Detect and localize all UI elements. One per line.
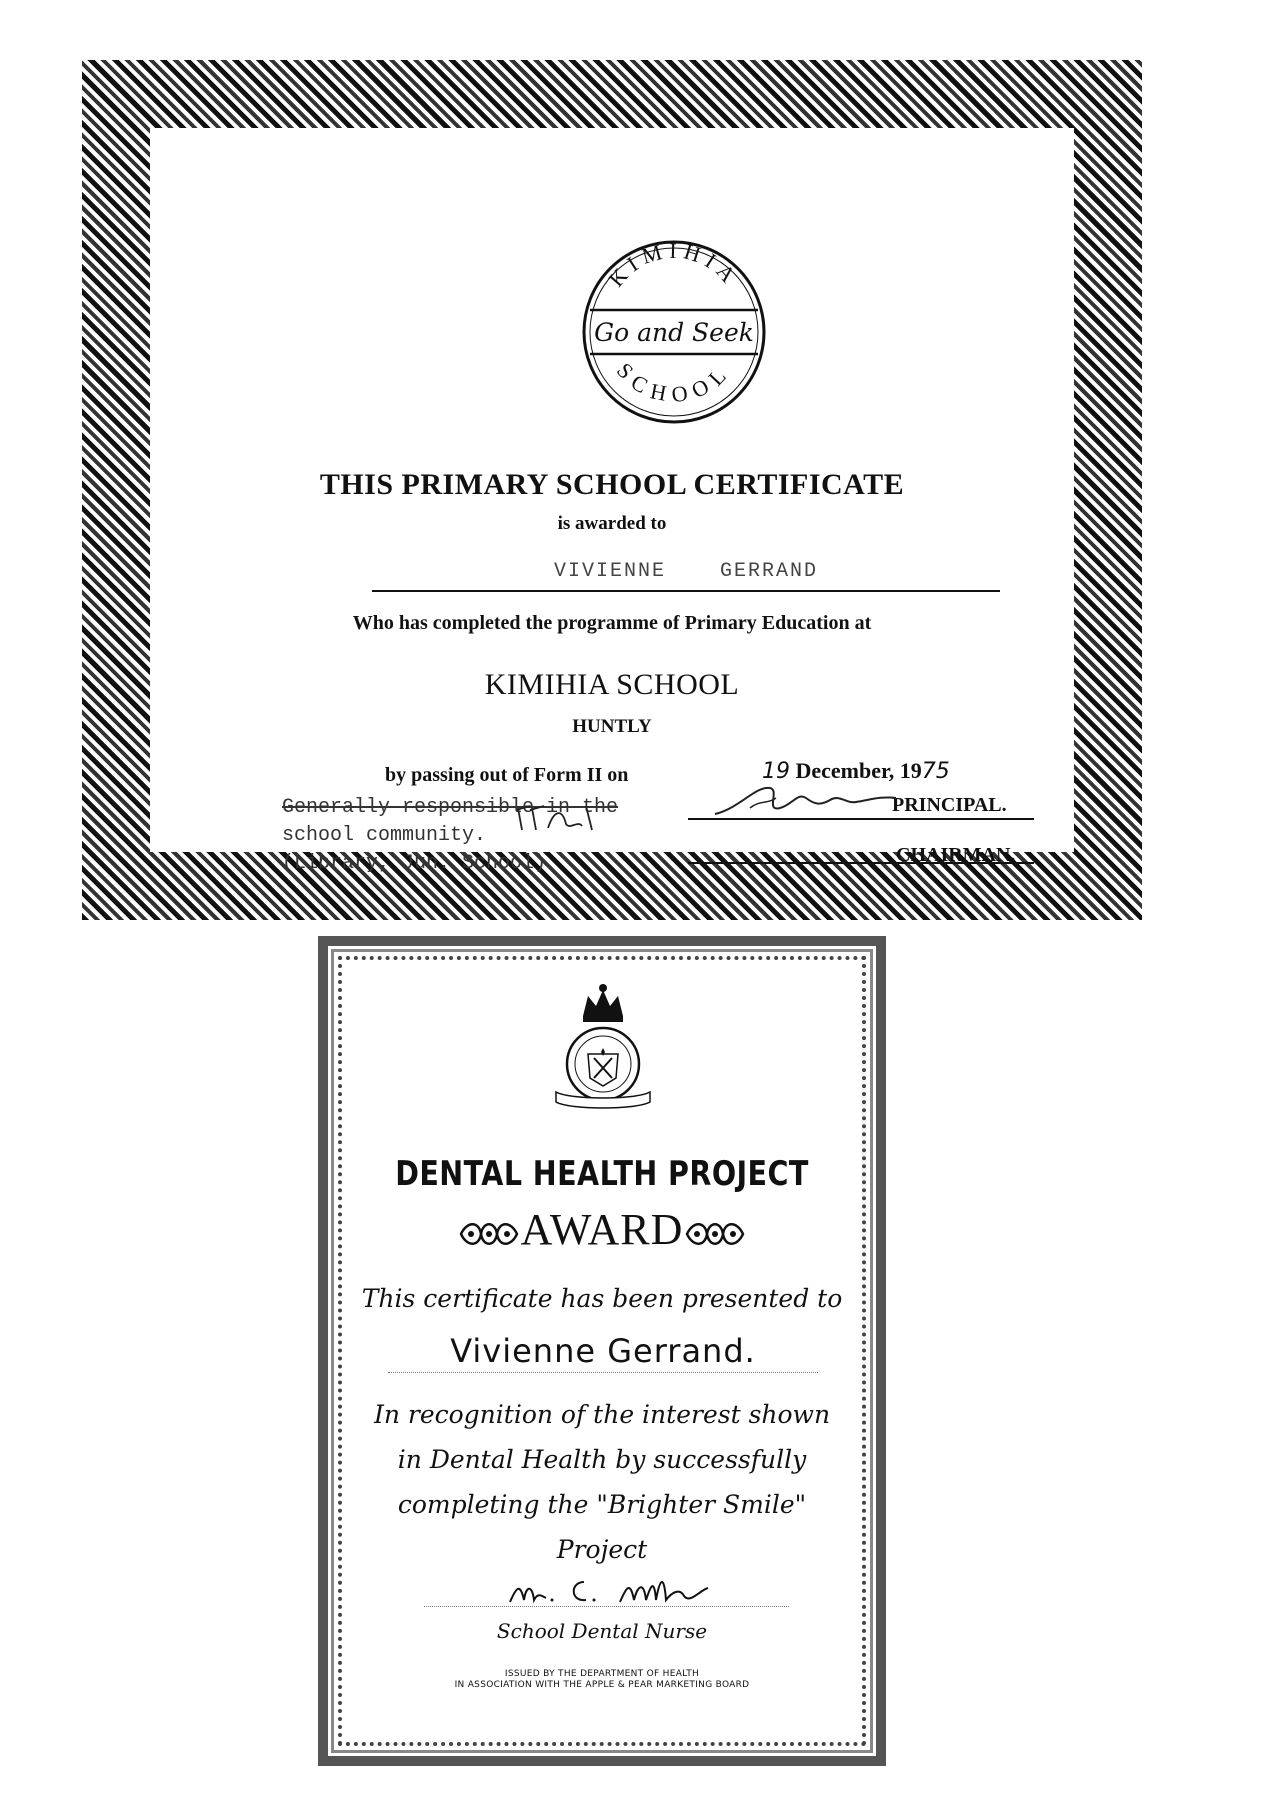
chairman-label: CHAIRMAN. — [896, 844, 1016, 866]
passing-text: by passing out of Form II on — [385, 764, 629, 786]
recognition-line-1: In recognition of the interest shown — [373, 1400, 831, 1429]
school-seal — [580, 238, 768, 426]
issued-line-2: IN ASSOCIATION WITH THE APPLE & PEAR MARKETING BOARD — [454, 1680, 750, 1690]
issued-by-text — [328, 1669, 876, 1691]
dental-nurse-signature — [504, 1568, 714, 1608]
primary-school-certificate — [82, 60, 1142, 920]
dental-health-certificate — [318, 936, 886, 1766]
note-line-3: (Library, Jun. School) — [282, 852, 547, 875]
note-line-1: Generally responsible in the — [282, 796, 619, 819]
recognition-line-3: completing the "Brighter Smile" — [397, 1490, 807, 1519]
svg-text:Go and Seek: Go and Seek — [594, 318, 754, 347]
date-year: 75 — [921, 759, 950, 784]
completed-text: Who has completed the programme of Primary Education at — [352, 612, 872, 634]
svg-text:SCHOOL: SCHOOL — [611, 357, 737, 408]
signatory-role: School Dental Nurse — [496, 1619, 708, 1643]
principal-label: PRINCIPAL. — [892, 794, 1007, 816]
school-name: KIMIHIA SCHOOL — [484, 668, 740, 701]
signature-line — [424, 1606, 789, 1607]
date-day: 19 — [762, 759, 790, 784]
school-town: HUNTLY — [572, 716, 652, 737]
award-heading — [328, 1204, 876, 1255]
department-of-health-crest — [550, 982, 656, 1114]
recipient-name: VIVIENNE GERRAND — [372, 560, 1000, 592]
award-label: AWARD — [520, 1205, 684, 1254]
certificate-heading: THIS PRIMARY SCHOOL CERTIFICATE — [319, 468, 905, 501]
svg-text:KIMIHIA: KIMIHIA — [603, 238, 745, 292]
teacher-note — [282, 794, 802, 878]
awarded-to-text: is awarded to — [557, 513, 667, 534]
recognition-line-4: Project — [556, 1535, 648, 1564]
issued-line-1: ISSUED BY THE DEPARTMENT OF HEALTH — [504, 1669, 700, 1679]
left-ornament-icon — [457, 1219, 521, 1249]
right-ornament-icon — [683, 1219, 747, 1249]
presented-to-text: This certificate has been presented to — [361, 1284, 843, 1313]
dental-project-title: DENTAL HEALTH PROJECT — [395, 1154, 809, 1194]
dental-recipient-name: Vivienne Gerrand. — [388, 1332, 818, 1373]
recognition-text — [348, 1392, 856, 1572]
completion-date — [762, 758, 1032, 784]
recognition-line-2: in Dental Health by successfully — [397, 1445, 807, 1474]
date-month: December, 19 — [795, 758, 922, 783]
note-line-2: school community. — [282, 824, 487, 847]
